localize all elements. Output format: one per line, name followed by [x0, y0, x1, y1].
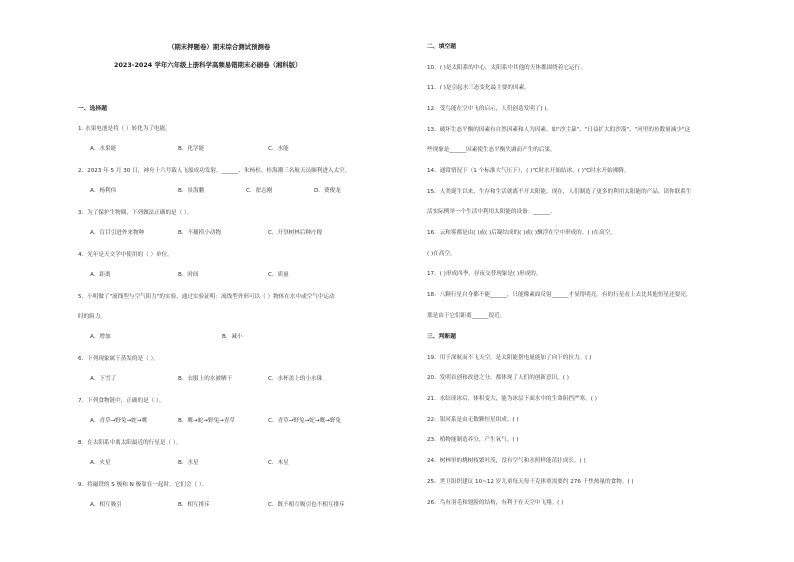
q5-option-a: A．增加 — [90, 334, 111, 340]
question-26: 26．鸟有羽毛和翅膀的结构，有利于在天空中飞翔。( ) — [427, 500, 564, 506]
section-judge-heading: 三、判断题 — [427, 334, 456, 340]
question-13: 13．破坏生态平衡的因素有自然因素和人为因素。如"沙尘暴"、"日益扩大的沙漠"、"河里的鱼数量减少"这 — [427, 127, 691, 133]
question-22: 22．银河系是由无数颗恒星组成。( ) — [427, 417, 519, 423]
q5-option-b: B．减小 — [222, 334, 243, 340]
q4-option-b: B．时间 — [178, 272, 199, 278]
exam-subtitle: 2023-2024 学年六年级上册科学高频易错期末必刷卷（湘科版） — [114, 61, 302, 69]
question-15-cont: 活实际例举一个生活中利用太阳能的设备：______。 — [427, 209, 556, 215]
question-3: 3．为了保护生物圈，下列做法正确的是（ ）。 — [78, 210, 193, 216]
section-fill-heading: 二、填空题 — [427, 44, 456, 50]
q2-option-c: C．翟志刚 — [246, 188, 273, 194]
q6-option-a: A．下雪了 — [90, 376, 117, 382]
question-6: 6．下列现象属于蒸发的是（ ）。 — [78, 356, 159, 362]
question-18-cont: 那是由于它们距离______很近。 — [427, 313, 506, 319]
q9-option-c: C．既不相互吸引也不相互排斥 — [268, 502, 345, 508]
question-15: 15．人类诞生以来，生存和生活就离不开太阳能。现在，人们制造了更多的利用太阳能的产品。请你联系生 — [427, 189, 692, 195]
question-10: 10．( )是太阳系的中心，太阳系中其他的天体都围绕着它运行。 — [427, 65, 586, 71]
q6-option-b: B．衣服上的水被晒干 — [178, 376, 233, 382]
q7-option-b: B．鹰→蛇→野兔→青草 — [178, 418, 236, 424]
question-13-cont: 些现象是______因素使生态平衡失调而产生的后果。 — [427, 147, 556, 153]
q4-option-a: A．距离 — [90, 272, 111, 278]
q1-option-c: C．水能 — [268, 146, 289, 152]
q8-option-b: B．水星 — [178, 460, 199, 466]
q3-option-a: A．盲目引进外来物种 — [90, 230, 145, 236]
q7-option-a: A．青草→野兔→蛇→鹰 — [90, 418, 148, 424]
q7-option-c: C．青草→野兔→蛇→鹰→野兔 — [268, 418, 341, 424]
question-21: 21．水结成冰后，体积变大，能为冰层下面水中的生命阻挡严寒。( ) — [427, 396, 597, 402]
question-5-cont: 时的阻力。 — [78, 314, 106, 320]
question-2: 2．2023 年 5 月 30 日，神舟十六号载人飞船成功发射，______、朱杨柱、桂海潮三名航天员顺利进入太空。 — [78, 168, 351, 174]
question-7: 7．下列食物链中，正确的是（ ）。 — [78, 398, 165, 404]
q8-option-c: C．木星 — [268, 460, 289, 466]
q6-option-c: C．水杯盖上的小水珠 — [268, 376, 323, 382]
q2-option-d: D．费俊龙 — [314, 188, 341, 194]
question-4: 4．光年是天文学中使用的（ ）单位。 — [78, 252, 173, 258]
question-16-cont: ( )在高空。 — [427, 251, 456, 257]
q3-option-c: C．开垦树林后种庄稼 — [268, 230, 323, 236]
question-19: 19．用于深航而不飞天空，是太阳能帮电量能加了向下的拉力。( ) — [427, 355, 592, 361]
q1-option-a: A．水果能 — [90, 146, 117, 152]
question-18: 18．八颗行星自身都不能______，只能像素面反射______才显得明亮。有的行星看上去比其他恒星还要亮， — [427, 292, 692, 298]
question-24: 24．树林里的桃树枝繁叶茂，没有空气和水照样能茁壮成长。( ) — [427, 458, 586, 464]
question-25: 25．世卫组织建议 10~12 岁儿童每天每千克体重需要约 276 千焦热量的食物。( ) — [427, 479, 634, 485]
q9-option-b: B．相互排斥 — [178, 502, 210, 508]
q9-option-a: A．相互吸引 — [90, 502, 122, 508]
q2-option-a: A．杨利伟 — [90, 188, 117, 194]
q1-option-b: B．化学能 — [178, 146, 205, 152]
section-choice-heading: 一、选择题 — [78, 106, 107, 112]
question-11: 11．( )是引起水三态变化最主要的因素。 — [427, 85, 530, 91]
exam-title: （期末押题卷）期末综合测试预测卷 — [168, 43, 271, 51]
question-23: 23．植物能制造养分，产生氧气。( ) — [427, 437, 519, 443]
question-16: 16．云和雾都是由( )或( )后凝结成的( )或( )飘浮在空中形成的。( )在高空， — [427, 230, 616, 236]
q3-option-b: B．不捕捞小动物 — [178, 230, 221, 236]
question-9: 9．将磁铁的 S 极和 N 极靠在一起时，它们会（ ）。 — [78, 482, 208, 488]
question-12: 12．受鸟能在空中飞的启示，人们创造发明了( )。 — [427, 106, 553, 112]
question-5: 5．小明做了"流线型与空气阻力"的实验，通过实验证明：流线型外形可以（ ）物体在水中或空气中运动 — [78, 294, 335, 300]
question-20: 20．发明首创和改进之分，都体现了人们的创新意识。( ) — [427, 375, 569, 381]
q2-option-b: B．景海鹏 — [178, 188, 205, 194]
question-1: 1. 水果电池是将（ ）转化为了电能。 — [78, 126, 171, 132]
question-17: 17．( )形成四季，昼夜交替现象是( )形成的。 — [427, 271, 542, 277]
question-8: 8．在太阳系中离太阳最近的行星是（ ）。 — [78, 440, 182, 446]
q8-option-a: A．火星 — [90, 460, 111, 466]
question-14: 14．通常情况下（1 个标准大气压下），( )℃时水开始结冰，( )℃时水开始沸腾。 — [427, 168, 630, 174]
q4-option-c: C．质量 — [268, 272, 289, 278]
